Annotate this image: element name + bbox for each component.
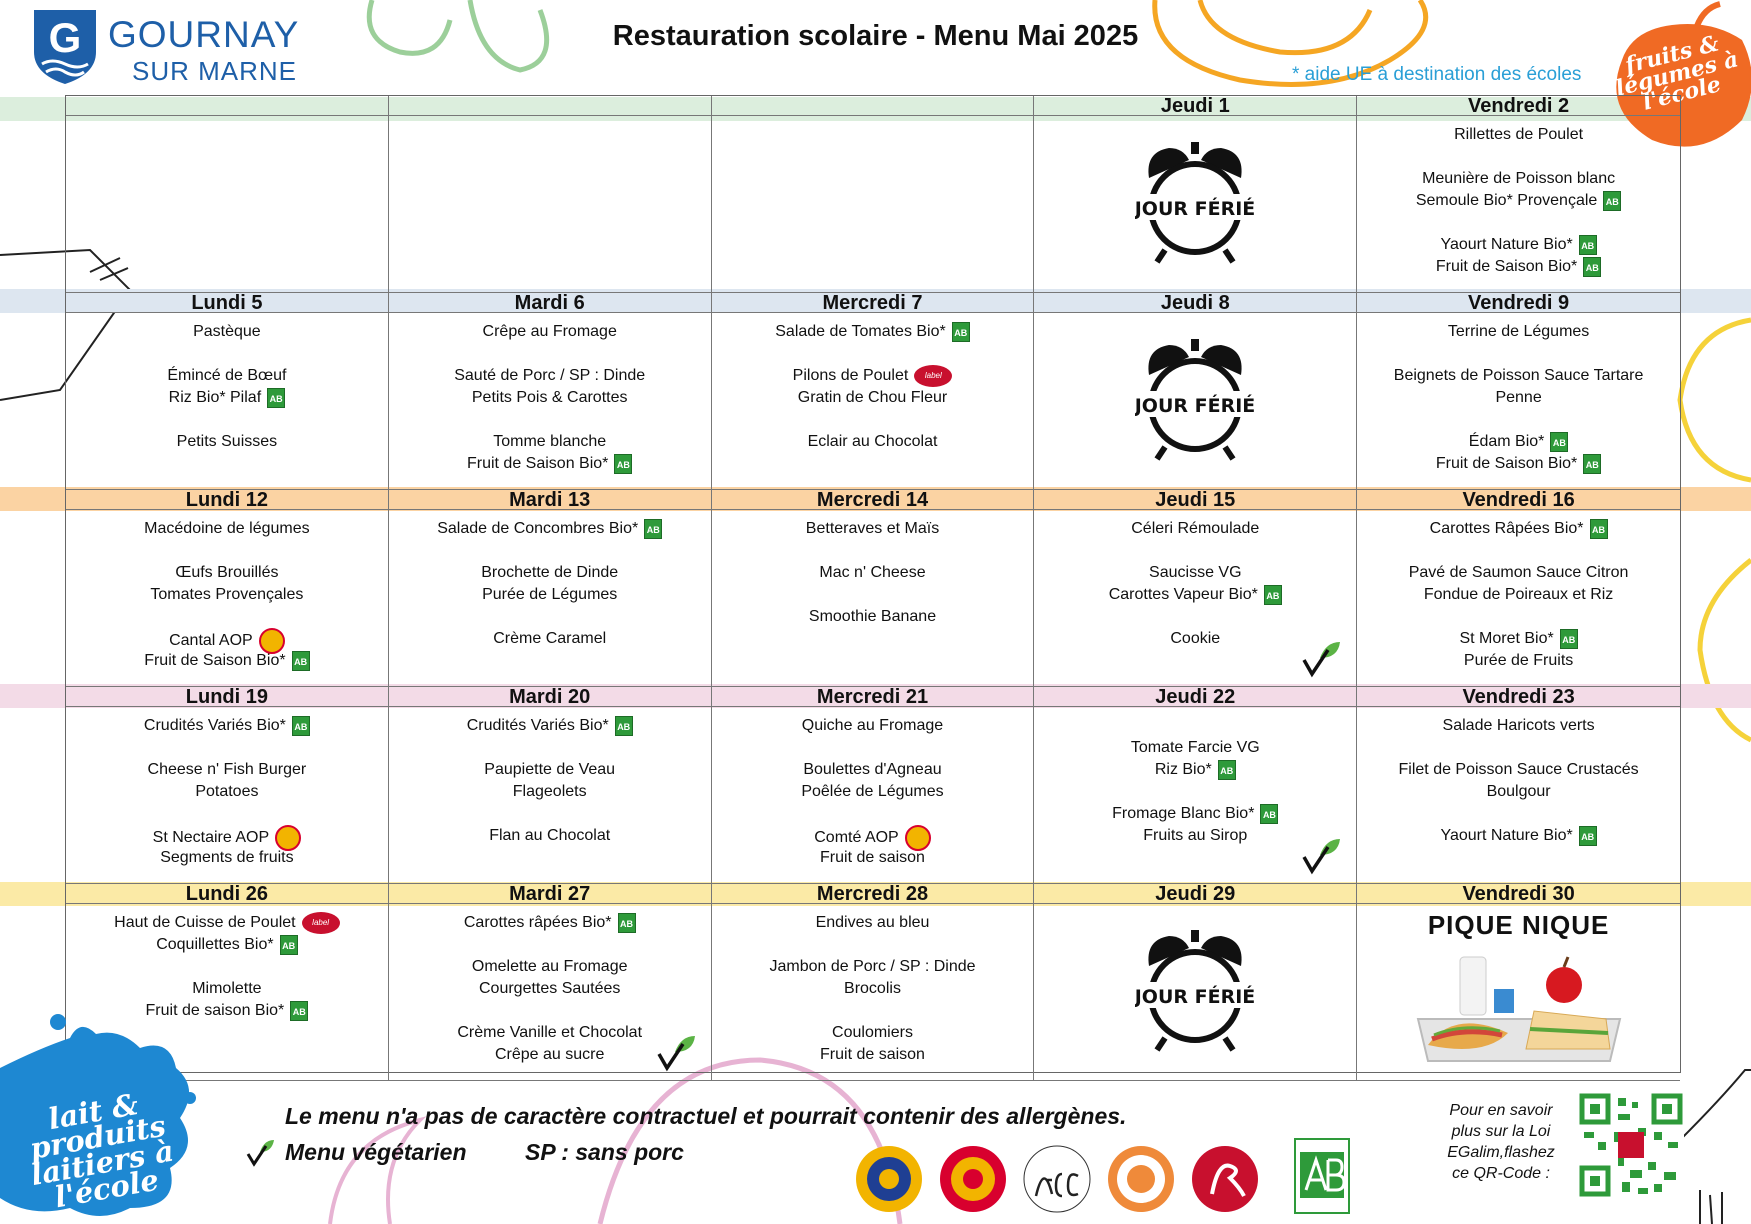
aoc-label-icon: [1022, 1144, 1092, 1214]
menu-item-text: Terrine de Légumes: [1447, 323, 1590, 340]
menu-item-text: Carottes râpées Bio*: [463, 914, 612, 931]
ab-bio-icon: AB: [1579, 235, 1597, 255]
menu-item-text: Courgettes Sautées: [478, 980, 621, 997]
day-menu-cell: [389, 510, 712, 687]
menu-item-text: Meunière de Poisson blanc: [1422, 170, 1616, 187]
spacer: [1357, 540, 1680, 562]
ferie-text: JOUR FÉRIÉ: [1135, 395, 1256, 417]
menu-item: [389, 715, 711, 737]
menu-item: [712, 781, 1034, 803]
ab-bio-icon: AB: [1218, 760, 1236, 780]
menu-item: [389, 365, 711, 387]
menu-item-text: St Nectaire AOP: [152, 829, 270, 847]
spacer: [1357, 409, 1680, 431]
day-menu-cell: [712, 707, 1035, 884]
aop-label-icon: [938, 1144, 1008, 1214]
menu-item: [66, 584, 388, 606]
menu-item: [1357, 431, 1680, 453]
day-menu-cell: [1034, 904, 1357, 1081]
menu-item-text: Cheese n' Fish Burger: [147, 761, 307, 778]
ab-bio-icon: AB: [1590, 519, 1608, 539]
menu-item: [1357, 715, 1680, 737]
day-header: Mercredi 14: [712, 490, 1035, 510]
lait-produits-laitiers-badge: [0, 1008, 200, 1224]
spacer: [712, 1000, 1034, 1022]
spacer: [712, 803, 1034, 825]
menu-item-text: Semoule Bio* Provençale: [1415, 192, 1598, 209]
day-header: Vendredi 9: [1357, 293, 1680, 313]
day-menu-cell: [1034, 510, 1357, 687]
menu-item: [712, 825, 1034, 847]
day-menu-cell: [389, 116, 712, 293]
menu-item: [1034, 759, 1356, 781]
menu-item-text: Édam Bio*: [1468, 433, 1545, 450]
aide-note: * aide UE à destination des écoles: [1292, 64, 1582, 85]
menu-item-text: Sauté de Porc / SP : Dinde: [454, 367, 646, 384]
spacer: [712, 540, 1034, 562]
day-menu-cell: [1357, 707, 1680, 884]
vegetarian-check-icon: [246, 1138, 276, 1168]
menu-item-text: Crème Vanille et Chocolat: [457, 1024, 643, 1041]
menu-item: [389, 431, 711, 453]
menu-item: [1357, 781, 1680, 803]
day-menu-cell: [66, 116, 389, 293]
qr-note-line: Pour en savoir: [1449, 1102, 1553, 1119]
menu-item: [712, 1022, 1034, 1044]
day-header: Vendredi 30: [1357, 884, 1680, 904]
spacer: [389, 934, 711, 956]
ab-bio-icon: AB: [1264, 585, 1282, 605]
qr-note: [1432, 1100, 1570, 1184]
ab-bio-icon: AB: [292, 716, 310, 736]
menu-item: [389, 978, 711, 1000]
menu-item: [712, 847, 1034, 869]
logo-line2: SUR MARNE: [132, 56, 298, 86]
menu-item-text: Rillettes de Poulet: [1454, 126, 1584, 143]
menu-item: [712, 321, 1034, 343]
spacer: [712, 737, 1034, 759]
menu-item-text: Haut de Cuisse de Poulet: [114, 914, 296, 932]
menu-item: [389, 584, 711, 606]
menu-item-text: Fruits au Sirop: [1143, 827, 1248, 844]
menu-item: [66, 715, 388, 737]
vegetarian-check-icon: [657, 1034, 697, 1072]
spacer: [1357, 606, 1680, 628]
vegetarian-check-icon: [1302, 640, 1342, 678]
menu-item-text: Fruit de saison: [820, 849, 925, 866]
menu-item: [1357, 365, 1680, 387]
day-header: Lundi 26: [66, 884, 389, 904]
day-header: Mardi 13: [389, 490, 712, 510]
logo-line1: GOURNAY: [108, 14, 300, 55]
spacer: [66, 540, 388, 562]
menu-item-text: Segments de fruits: [160, 849, 294, 866]
day-header: Lundi 12: [66, 490, 389, 510]
spacer: [1357, 146, 1680, 168]
day-header: Mardi 6: [389, 293, 712, 313]
menu-item-text: Jambon de Porc / SP : Dinde: [769, 958, 976, 975]
menu-item: [66, 847, 388, 869]
spacer: [712, 409, 1034, 431]
spacer: [712, 584, 1034, 606]
spacer: [712, 343, 1034, 365]
menu-item: [66, 628, 388, 650]
holiday-alarm-clock-icon: [1135, 138, 1255, 268]
menu-item-text: Purée de Fruits: [1463, 652, 1574, 669]
spacer: [389, 1000, 711, 1022]
ab-bio-icon: AB: [952, 322, 970, 342]
menu-item: [389, 912, 711, 934]
menu-item-text: Potatoes: [195, 783, 259, 800]
menu-item: [712, 606, 1034, 628]
spacer: [712, 934, 1034, 956]
spacer: [1034, 715, 1356, 737]
spacer: [66, 956, 388, 978]
spacer: [66, 343, 388, 365]
day-header: Mardi 20: [389, 687, 712, 707]
day-header: Jeudi 15: [1034, 490, 1357, 510]
menu-item-text: Pilons de Poulet: [792, 367, 909, 385]
label-rouge-icon: [1190, 1144, 1260, 1214]
spacer: [1034, 606, 1356, 628]
menu-item-text: Fondue de Poireaux et Riz: [1423, 586, 1614, 603]
menu-item: [1357, 453, 1680, 475]
menu-item-text: Tomme blanche: [493, 433, 607, 450]
spacer: [66, 409, 388, 431]
menu-item: [389, 825, 711, 847]
hve-label-icon: [1106, 1144, 1176, 1214]
label-rouge-icon: label: [914, 365, 952, 387]
spacer: [389, 803, 711, 825]
menu-item: [389, 518, 711, 540]
spacer: [1357, 737, 1680, 759]
qr-note-line: plus sur la Loi: [1451, 1123, 1551, 1140]
menu-item: [1357, 234, 1680, 256]
menu-item: [712, 978, 1034, 1000]
spacer: [389, 606, 711, 628]
lait-badge-text: lait & produits laitiers à l'école: [27, 1086, 177, 1215]
ab-bio-icon: AB: [1550, 432, 1568, 452]
menu-item-text: Fromage Blanc Bio*: [1112, 805, 1255, 822]
menu-item-text: Omelette au Fromage: [471, 958, 628, 975]
spacer: [389, 540, 711, 562]
menu-item: [66, 518, 388, 540]
igp-label-icon: [854, 1144, 924, 1214]
day-header: Lundi 5: [66, 293, 389, 313]
menu-item: [66, 934, 388, 956]
menu-item: [66, 912, 388, 934]
menu-item: [66, 365, 388, 387]
spacer: [1357, 343, 1680, 365]
ab-bio-icon: AB: [1603, 191, 1621, 211]
holiday-alarm-clock-icon: [1135, 335, 1255, 465]
qr-note-line: EGalim,flashez: [1447, 1144, 1555, 1161]
day-header: Mercredi 7: [712, 293, 1035, 313]
day-menu-cell: [1357, 116, 1680, 293]
menu-item: [712, 431, 1034, 453]
spacer: [1034, 540, 1356, 562]
menu-item-text: Fruit de saison Bio*: [145, 1002, 285, 1019]
menu-item: [66, 781, 388, 803]
day-header: Mercredi 28: [712, 884, 1035, 904]
menu-item-text: Yaourt Nature Bio*: [1440, 827, 1573, 844]
menu-item-text: St Moret Bio*: [1459, 630, 1554, 647]
day-header: Jeudi 22: [1034, 687, 1357, 707]
sp-legend: SP : sans porc: [525, 1139, 684, 1165]
menu-item-text: Flan au Chocolat: [489, 827, 611, 844]
menu-item-text: Fruit de Saison Bio*: [1435, 455, 1578, 472]
menu-item: [66, 387, 388, 409]
menu-item: [1357, 321, 1680, 343]
menu-item: [712, 387, 1034, 409]
menu-item: [389, 628, 711, 650]
menu-item: [389, 759, 711, 781]
menu-item-text: Saucisse VG: [1149, 564, 1242, 581]
day-menu-cell: [1034, 313, 1357, 490]
menu-item: [712, 912, 1034, 934]
menu-item: [1357, 168, 1680, 190]
menu-item-text: Cantal AOP: [169, 632, 253, 650]
menu-item-text: Œufs Brouillés: [175, 564, 279, 581]
menu-item: [712, 715, 1034, 737]
menu-item-text: Tomates Provençales: [150, 586, 304, 603]
holiday-alarm-clock-icon: [1135, 926, 1255, 1056]
day-menu-cell: [66, 707, 389, 884]
menu-item-text: Crêpe au sucre: [495, 1046, 605, 1063]
svg-text:G: G: [48, 14, 82, 61]
menu-item-text: Gratin de Chou Fleur: [797, 389, 948, 406]
menu-item-text: Crudités Variés Bio*: [466, 717, 609, 734]
menu-item-text: Flageolets: [512, 783, 587, 800]
menu-item: [1034, 562, 1356, 584]
menu-item: [1357, 628, 1680, 650]
disclaimer: Le menu n'a pas de caractère contractuel et pourrait contenir des allergènes.: [285, 1103, 1127, 1129]
day-header: Mardi 27: [389, 884, 712, 904]
picnic-tray-icon: [1414, 949, 1624, 1069]
fruits-badge-text: fruits & légumes à l'école: [1613, 30, 1741, 116]
menu-item: [712, 365, 1034, 387]
day-header: Jeudi 8: [1034, 293, 1357, 313]
menu-item-text: Carottes Râpées Bio*: [1429, 520, 1584, 537]
menu-item: [1034, 737, 1356, 759]
menu-item-text: Paupiette de Veau: [484, 761, 616, 778]
menu-item-text: Fruit de saison: [820, 1046, 925, 1063]
menu-item-text: Eclair au Chocolat: [807, 433, 938, 450]
menu-item-text: Filet de Poisson Sauce Crustacés: [1398, 761, 1639, 778]
ab-bio-icon: AB: [644, 519, 662, 539]
ab-bio-icon: AB: [618, 913, 636, 933]
ab-bio-label-icon: [1294, 1138, 1350, 1214]
menu-item: [66, 321, 388, 343]
day-header: Lundi 19: [66, 687, 389, 707]
menu-item-text: Crudités Variés Bio*: [143, 717, 286, 734]
spacer: [66, 737, 388, 759]
spacer: [389, 343, 711, 365]
menu-item-text: Boulettes d'Agneau: [803, 761, 942, 778]
menu-item-text: Riz Bio* Pilaf: [168, 389, 262, 406]
spacer: [1034, 781, 1356, 803]
ferie-text: JOUR FÉRIÉ: [1135, 986, 1256, 1008]
menu-item: [389, 453, 711, 475]
menu-item: [1357, 825, 1680, 847]
day-header: [389, 96, 712, 116]
spacer: [389, 409, 711, 431]
menu-item-text: Beignets de Poisson Sauce Tartare: [1393, 367, 1644, 384]
menu-item-text: Cookie: [1170, 630, 1221, 647]
menu-item: [712, 1044, 1034, 1066]
ab-bio-icon: AB: [267, 388, 285, 408]
menu-item-text: Salade de Tomates Bio*: [775, 323, 946, 340]
menu-item-text: Brocolis: [844, 980, 901, 997]
menu-item-text: Boulgour: [1486, 783, 1551, 800]
day-header: [712, 96, 1035, 116]
day-header: Vendredi 16: [1357, 490, 1680, 510]
ab-bio-icon: AB: [615, 716, 633, 736]
menu-grid: [65, 95, 1681, 1073]
menu-item-text: Smoothie Banane: [808, 608, 937, 625]
ab-bio-icon: AB: [1260, 804, 1278, 824]
ab-bio-icon: AB: [614, 454, 632, 474]
menu-item: [1357, 650, 1680, 672]
menu-item: [66, 978, 388, 1000]
day-menu-cell: [66, 313, 389, 490]
day-menu-cell: [712, 116, 1035, 293]
menu-item: [66, 562, 388, 584]
menu-item-text: Endives au bleu: [815, 914, 930, 931]
ferie-text: JOUR FÉRIÉ: [1135, 198, 1256, 220]
menu-item-text: Carottes Vapeur Bio*: [1108, 586, 1258, 603]
menu-item: [1034, 584, 1356, 606]
menu-item: [1357, 256, 1680, 278]
ab-bio-icon: AB: [290, 1001, 308, 1021]
menu-item-text: Tomate Farcie VG: [1130, 739, 1260, 756]
menu-item: [389, 562, 711, 584]
day-menu-cell: [1034, 116, 1357, 293]
menu-item-text: Salade Haricots verts: [1442, 717, 1595, 734]
menu-item: [1034, 518, 1356, 540]
day-menu-cell: [1357, 313, 1680, 490]
menu-item-text: Fruit de Saison Bio*: [1435, 258, 1578, 275]
day-menu-cell: [389, 313, 712, 490]
menu-item: [1357, 124, 1680, 146]
day-header: Mercredi 21: [712, 687, 1035, 707]
ab-bio-icon: AB: [1583, 454, 1601, 474]
spacer: [66, 606, 388, 628]
menu-item-text: Betteraves et Maïs: [805, 520, 940, 537]
menu-item: [1357, 518, 1680, 540]
day-menu-cell: [1034, 707, 1357, 884]
menu-item-text: Poêlée de Légumes: [801, 783, 944, 800]
menu-item-text: Fruit de Saison Bio*: [144, 652, 286, 669]
menu-item-text: Crêpe au Fromage: [482, 323, 617, 340]
menu-item-text: Pavé de Saumon Sauce Citron: [1408, 564, 1629, 581]
menu-item: [712, 518, 1034, 540]
menu-item-text: Mac n' Cheese: [819, 564, 926, 581]
menu-item: [389, 321, 711, 343]
menu-item-text: Coquillettes Bio*: [156, 936, 274, 953]
ab-bio-icon: AB: [1579, 826, 1597, 846]
menu-item: [389, 781, 711, 803]
menu-item: [1357, 387, 1680, 409]
menu-item: [389, 956, 711, 978]
veg-legend: Menu végétarien: [285, 1139, 467, 1165]
menu-item-text: Comté AOP: [814, 829, 899, 847]
menu-item-text: Penne: [1495, 389, 1542, 406]
spacer: [1357, 803, 1680, 825]
spacer: [66, 803, 388, 825]
ab-bio-icon: AB: [292, 651, 310, 671]
menu-item-text: Macédoine de légumes: [144, 520, 310, 537]
ab-bio-icon: AB: [1560, 629, 1578, 649]
menu-item: [712, 562, 1034, 584]
menu-item: [66, 825, 388, 847]
day-menu-cell: [712, 904, 1035, 1081]
menu-item-text: Céleri Rémoulade: [1131, 520, 1260, 537]
menu-item-text: Pastèque: [193, 323, 261, 340]
day-menu-cell: [1357, 904, 1680, 1081]
menu-item-text: Petits Suisses: [176, 433, 278, 450]
menu-item: [1357, 584, 1680, 606]
vegetarian-check-icon: [1302, 837, 1342, 875]
day-header: Vendredi 23: [1357, 687, 1680, 707]
ab-bio-icon: AB: [1583, 257, 1601, 277]
menu-item-text: Coulomiers: [832, 1024, 913, 1041]
day-header: Jeudi 29: [1034, 884, 1357, 904]
menu-item: [66, 759, 388, 781]
menu-item: [712, 759, 1034, 781]
spacer: [389, 737, 711, 759]
day-menu-cell: [712, 510, 1035, 687]
menu-item-text: Purée de Légumes: [482, 586, 618, 603]
menu-item-text: Mimolette: [192, 980, 262, 997]
menu-item-text: Salade de Concombres Bio*: [437, 520, 639, 537]
menu-item: [66, 650, 388, 672]
label-rouge-icon: label: [302, 912, 340, 934]
menu-item-text: Crème Caramel: [493, 630, 607, 647]
day-header: [66, 96, 389, 116]
menu-item-text: Quiche au Fromage: [801, 717, 944, 734]
page-title: Restauration scolaire - Menu Mai 2025: [612, 20, 1139, 52]
menu-item-text: Brochette de Dinde: [481, 564, 619, 581]
menu-item: [1357, 759, 1680, 781]
day-menu-cell: [66, 510, 389, 687]
ab-bio-icon: AB: [280, 935, 298, 955]
menu-item: [1357, 562, 1680, 584]
menu-item-text: Yaourt Nature Bio*: [1440, 236, 1573, 253]
menu-item-text: Riz Bio*: [1154, 761, 1212, 778]
day-menu-cell: [389, 904, 712, 1081]
menu-item: [389, 387, 711, 409]
day-menu-cell: [1357, 510, 1680, 687]
day-header: Vendredi 2: [1357, 96, 1680, 116]
day-menu-cell: [389, 707, 712, 884]
day-menu-cell: [712, 313, 1035, 490]
quality-labels: [854, 1138, 1364, 1218]
menu-item: [66, 431, 388, 453]
menu-item-text: Fruit de Saison Bio*: [466, 455, 609, 472]
menu-item: [712, 956, 1034, 978]
day-header: Jeudi 1: [1034, 96, 1357, 116]
spacer: [1357, 212, 1680, 234]
menu-item-text: Émincé de Bœuf: [167, 367, 287, 384]
egalim-qr-code[interactable]: [1578, 1092, 1684, 1198]
menu-item-text: Petits Pois & Carottes: [471, 389, 628, 406]
qr-note-line: ce QR-Code :: [1452, 1165, 1550, 1182]
menu-item: [1357, 190, 1680, 212]
pique-nique-title: PIQUE NIQUE: [1427, 910, 1610, 940]
menu-item: [1034, 803, 1356, 825]
